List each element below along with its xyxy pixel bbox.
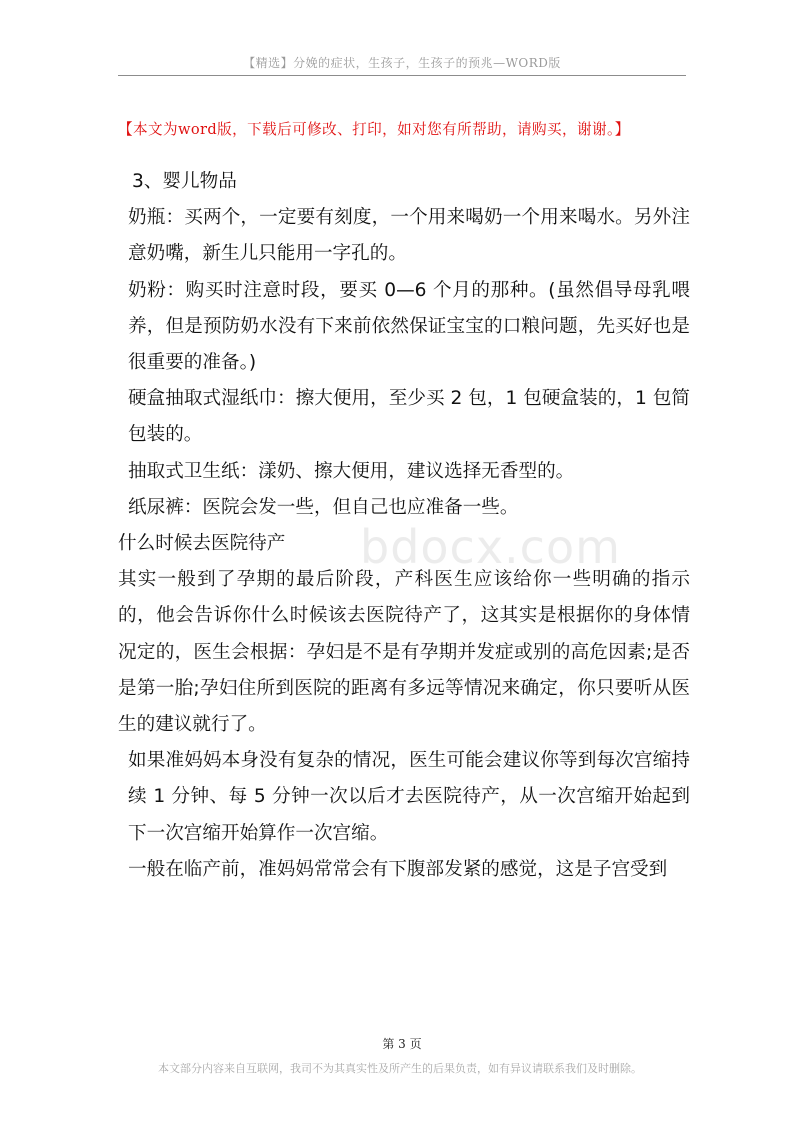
purchase-notice: 【本文为word版，下载后可修改、打印，如对您有所帮助，请购买，谢谢。】 xyxy=(118,121,630,138)
footer-disclaimer: 本文部分内容来自互联网，我司不为其真实性及所产生的后果负责，如有异议请联系我们及时删除。 xyxy=(158,1062,642,1075)
section-heading: 什么时候去医院待产 xyxy=(118,533,286,555)
header-divider xyxy=(118,75,686,76)
page-header-title: 【精选】分娩的症状，生孩子，生孩子的预兆—WORD版 xyxy=(243,56,561,70)
paragraph: 奶瓶：买两个，一定要有刻度，一个用来喝奶一个用来喝水。另外注意奶嘴，新生儿只能用一字孔的。 xyxy=(128,207,690,265)
paragraph: 一般在临产前，准妈妈常常会有下腹部发紧的感觉，这是子宫受到 xyxy=(128,858,668,880)
paragraph: 奶粉：购买时注意时段，要买 0—6 个月的那种。(虽然倡导母乳喂养，但是预防奶水没有下来前依然保证宝宝的口粮问题，先买好也是很重要的准备。) xyxy=(128,279,690,374)
paragraph: 抽取式卫生纸：漾奶、擦大便用，建议选择无香型的。 xyxy=(128,460,575,482)
paragraph: 硬盒抽取式湿纸巾：擦大便用，至少买 2 包，1 包硬盒装的，1 包简包装的。 xyxy=(128,388,690,446)
watermark-text: bdocx.com xyxy=(360,520,621,574)
paragraph: 其实一般到了孕期的最后阶段，产科医生应该给你一些明确的指示的，他会告诉你什么时候该去医院待产了，这其实是根据你的身体情况定的，医生会根据：孕妇是不是有孕期并发症或别的高危因素;是否是第一胎;孕妇住所到医院的距离有多远等情况来确定，你只要听从医生的建议就行了。 xyxy=(118,569,690,736)
document-body xyxy=(118,164,690,888)
paragraph: 3、婴儿物品 xyxy=(132,171,237,192)
paragraph: 如果准妈妈本身没有复杂的情况，医生可能会建议你等到每次宫缩持续 1 分钟、每 5 分钟一次以后才去医院待产，从一次宫缩开始起到下一次宫缩开始算作一次宫缩。 xyxy=(128,750,690,844)
page-number: 第 3 页 xyxy=(382,1037,422,1051)
paragraph: 纸尿裤：医院会发一些，但自己也应准备一些。 xyxy=(128,496,519,518)
